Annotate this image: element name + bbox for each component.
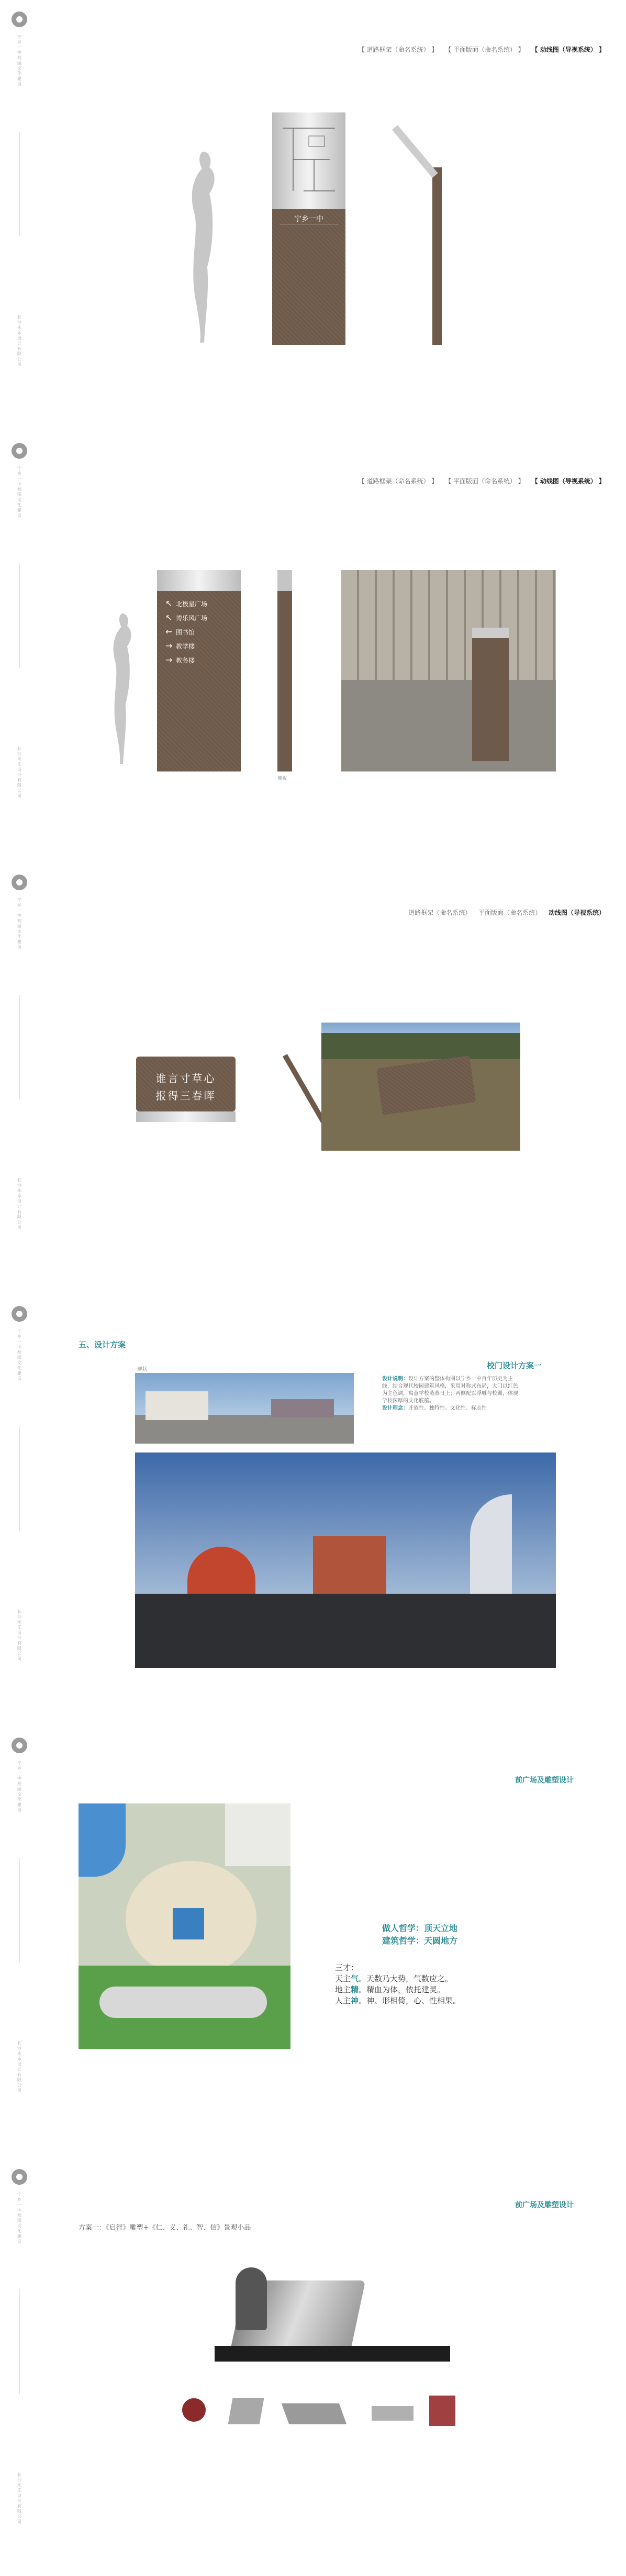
sancai-heading: 三才： <box>335 1963 359 1972</box>
direction-row <box>157 622 241 637</box>
sign-side-view <box>277 570 292 771</box>
campus-map-icon <box>272 112 345 209</box>
woman-silhouette-icon <box>97 609 149 766</box>
sign-map-panel <box>272 112 345 209</box>
breadcrumb <box>353 45 605 54</box>
tab-road-frame[interactable]: 【 道路框架（命名系统） 】 <box>358 46 438 53</box>
tab-graphic-layout[interactable]: 【 平面版面（命名系统） 】 <box>445 478 524 485</box>
section-title: 前广场及雕塑设计 <box>515 1776 574 1785</box>
sancai-block <box>335 1962 461 2006</box>
page-wayfinding-1 <box>0 0 626 432</box>
lawn-sign-front <box>136 1057 236 1122</box>
sign-body <box>272 209 345 345</box>
keywords-lead: 设计理念： <box>382 1405 408 1411</box>
page-wayfinding-2 <box>0 432 626 863</box>
side-rail <box>12 443 27 798</box>
sign-side-top <box>392 125 438 178</box>
rail-title: 宁乡一中校园文化建设 <box>17 1761 22 1812</box>
rail-divider <box>19 995 20 1099</box>
rail-divider <box>19 1426 20 1531</box>
photo-current-gate <box>135 1373 354 1444</box>
description-text: 设计方案的整体构图以宁乡一中百年历史为主线，结合现代校园建筑风格，采用对称式布局，大门以红色为主色调，寓意学校蒸蒸日上；两侧配以浮雕与校训，体现学校深厚的文化底蕴。 <box>382 1376 518 1404</box>
philosophy-block <box>382 1922 457 1947</box>
side-rail <box>12 2169 27 2524</box>
tab-graphic-layout[interactable]: 平面版面（命名系统） <box>478 909 542 916</box>
gate-rendering <box>135 1452 556 1668</box>
direction-label: 教务楼 <box>176 657 195 664</box>
school-logo-icon <box>12 1306 27 1322</box>
landscape-piece-2 <box>228 2398 264 2424</box>
page-gate-design <box>0 1295 626 1726</box>
side-rail <box>12 12 27 367</box>
rail-title: 宁乡一中校园文化建设 <box>17 35 22 86</box>
side-rail <box>12 1738 27 2093</box>
page-plaza-plan <box>0 1726 626 2158</box>
sign-verse-line2: 报得三春晖 <box>155 1090 216 1102</box>
sign-logo-text: 宁乡一中 <box>294 215 323 223</box>
tab-wayfinding[interactable]: 【 动线图（导视系统） 】 <box>531 478 605 485</box>
landscape-piece-5 <box>429 2396 455 2426</box>
school-logo-icon <box>12 875 27 890</box>
rail-title: 宁乡一中校园文化建设 <box>17 466 22 518</box>
photo-lawn-sign <box>321 1023 520 1151</box>
mini-landscape-pieces <box>178 2396 471 2427</box>
school-logo-icon <box>12 12 27 27</box>
rail-divider <box>19 1858 20 1962</box>
direction-label: 北极星广场 <box>176 600 208 608</box>
rail-title: 宁乡一中校园文化建设 <box>17 898 22 949</box>
direction-label: 博乐风广场 <box>176 615 208 622</box>
philosophy-person: 做人哲学：顶天立地 <box>382 1923 458 1933</box>
design-description <box>382 1376 519 1412</box>
rail-title: 宁乡一中校园文化建设 <box>17 2192 22 2244</box>
rail-divider <box>19 2289 20 2394</box>
sancai-heaven: 天主气。天数乃大势，气数应之。 <box>335 1974 453 1983</box>
landscape-piece-3 <box>282 2403 347 2424</box>
landscape-piece-4 <box>372 2406 413 2421</box>
school-logo-icon <box>12 2169 27 2185</box>
keywords-text: 开放性、独特性、文化性、标志性 <box>408 1405 487 1411</box>
sign-verse-line1: 谁言寸草心 <box>155 1072 216 1085</box>
sign-cap <box>157 570 241 591</box>
scheme-subtitle: 方案一：《启智》雕塑+《仁、义、礼、智、信》景观小品 <box>79 2224 251 2232</box>
description-lead: 设计说明： <box>382 1376 408 1382</box>
rail-divider <box>19 132 20 236</box>
direction-row <box>157 651 241 665</box>
rail-subtitle: 长沙米乐设计有限公司 <box>17 1178 22 1230</box>
page-wayfinding-3 <box>0 863 626 1295</box>
plaza-site-plan <box>79 1803 290 2049</box>
rail-divider <box>19 563 20 668</box>
tab-road-frame[interactable]: 【 道路框架（命名系统） 】 <box>358 478 438 485</box>
sign-body <box>157 591 241 771</box>
philosophy-building: 建筑哲学：天圆地方 <box>382 1936 458 1946</box>
rail-title: 宁乡一中校园文化建设 <box>17 1329 22 1381</box>
sancai-earth: 地主精。精血为体，依托建灵。 <box>335 1985 445 1994</box>
section-title: 前广场及雕塑设计 <box>515 2201 574 2209</box>
lawn-sign-base <box>136 1111 236 1122</box>
side-rail <box>12 875 27 1230</box>
wayfinding-sign-side <box>432 167 442 345</box>
rail-subtitle: 长沙米乐设计有限公司 <box>17 2041 22 2093</box>
arrow-icon: ← <box>165 627 173 637</box>
arrow-icon: → <box>165 655 173 665</box>
sancai-human: 人主神。神、形相倚，心、性相果。 <box>335 1996 461 2005</box>
directional-sign <box>157 570 241 771</box>
tab-graphic-layout[interactable]: 【 平面版面（命名系统） 】 <box>445 46 524 53</box>
tab-road-frame[interactable]: 道路框架（命名系统） <box>408 909 472 916</box>
photo-sign-on-site <box>341 570 556 771</box>
current-state-label: 现状 <box>137 1367 148 1372</box>
lawn-sign-board <box>136 1057 236 1111</box>
rail-subtitle: 长沙米乐设计有限公司 <box>17 746 22 798</box>
side-view-caption: 侧视 <box>277 776 287 781</box>
arrow-icon: ↖ <box>165 612 173 622</box>
woman-silhouette-icon <box>173 146 236 345</box>
breadcrumb <box>353 476 605 485</box>
tab-wayfinding[interactable]: 【 动线图（导视系统） 】 <box>531 46 605 53</box>
direction-row <box>157 637 241 651</box>
direction-label: 图书馆 <box>176 629 195 636</box>
school-logo-icon <box>12 1738 27 1753</box>
side-rail <box>12 1306 27 1661</box>
landscape-piece-1 <box>182 2398 206 2422</box>
direction-row <box>157 598 241 608</box>
page-sculpture <box>0 2158 626 2576</box>
wayfinding-sign-front <box>272 112 345 345</box>
rail-subtitle: 长沙米乐设计有限公司 <box>17 1609 22 1661</box>
rail-subtitle: 长沙米乐设计有限公司 <box>17 315 22 367</box>
sculpture-rendering <box>215 2270 450 2362</box>
section-title: 五、设计方案 <box>79 1340 126 1349</box>
direction-label: 教学楼 <box>176 643 195 650</box>
tab-wayfinding[interactable]: 动线图（导视系统） <box>548 909 605 916</box>
arrow-icon: → <box>165 641 173 651</box>
school-logo-icon <box>12 443 27 459</box>
scheme-title: 校门设计方案一 <box>487 1361 542 1370</box>
rail-subtitle: 长沙米乐设计有限公司 <box>17 2472 22 2524</box>
direction-row <box>157 608 241 622</box>
breadcrumb <box>403 908 605 917</box>
arrow-icon: ↖ <box>165 598 173 608</box>
